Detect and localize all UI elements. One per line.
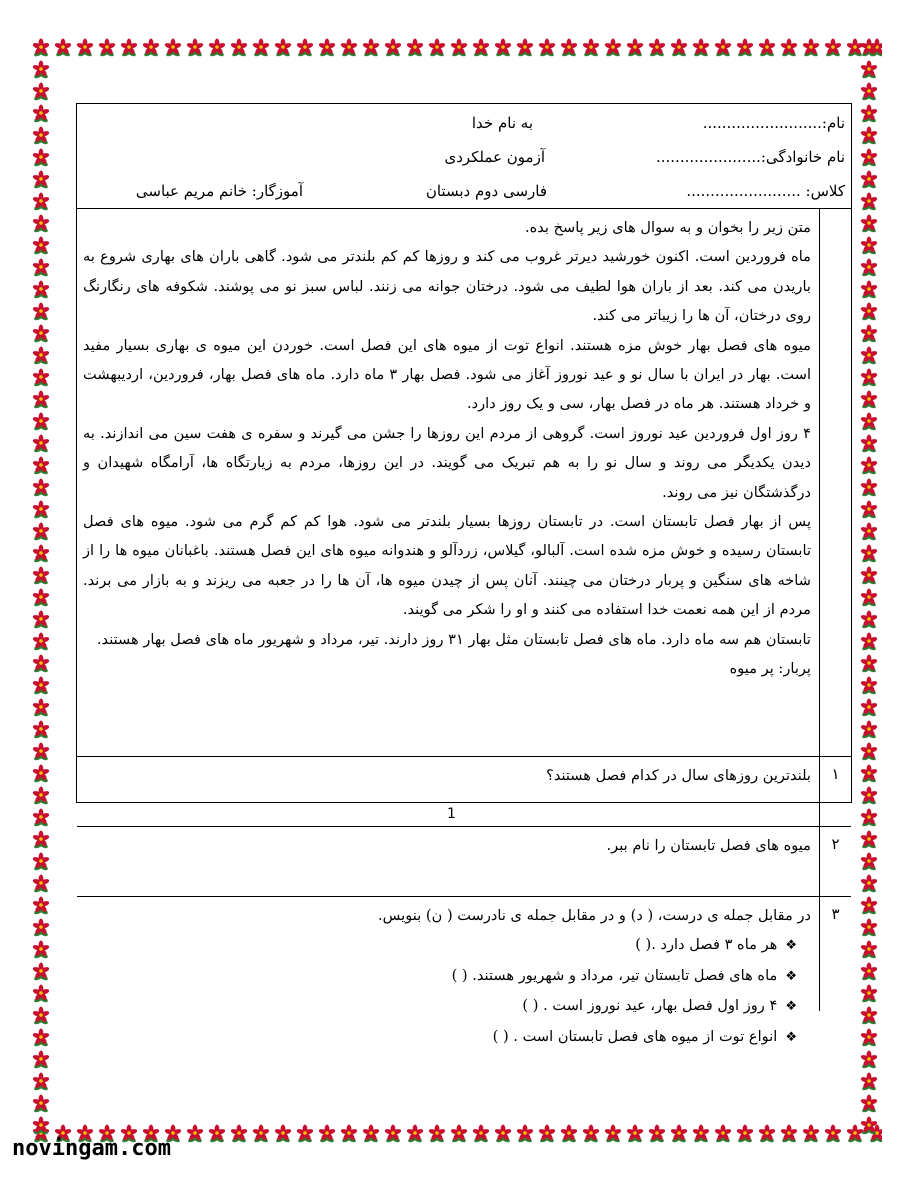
poinsettia-flower-icon — [252, 39, 270, 58]
poinsettia-flower-icon — [582, 39, 600, 58]
poinsettia-flower-icon — [318, 1125, 336, 1144]
poinsettia-flower-icon — [32, 963, 50, 982]
poinsettia-flower-icon — [296, 39, 314, 58]
poinsettia-flower-icon — [472, 39, 490, 58]
course-title: فارسی دوم دبستان — [425, 182, 547, 200]
poinsettia-flower-icon — [120, 39, 138, 58]
poinsettia-flower-icon — [648, 39, 666, 58]
poinsettia-flower-icon — [860, 39, 878, 58]
poinsettia-flower-icon — [32, 325, 50, 344]
poinsettia-flower-icon — [758, 1125, 776, 1144]
poinsettia-flower-icon — [32, 457, 50, 476]
poinsettia-flower-icon — [860, 193, 878, 212]
poinsettia-flower-icon — [32, 875, 50, 894]
poinsettia-flower-icon — [32, 215, 50, 234]
poinsettia-flower-icon — [186, 39, 204, 58]
poinsettia-flower-icon — [860, 413, 878, 432]
poinsettia-flower-icon — [32, 1073, 50, 1092]
poinsettia-flower-icon — [736, 1125, 754, 1144]
poinsettia-flower-icon — [494, 39, 512, 58]
poinsettia-flower-icon — [860, 105, 878, 124]
poinsettia-flower-icon — [274, 1125, 292, 1144]
poinsettia-flower-icon — [860, 963, 878, 982]
poinsettia-flower-icon — [714, 39, 732, 58]
poinsettia-flower-icon — [824, 39, 842, 58]
poinsettia-flower-icon — [32, 83, 50, 102]
poinsettia-flower-icon — [32, 787, 50, 806]
diamond-bullet-icon: ❖ — [785, 938, 797, 954]
poinsettia-flower-icon — [692, 39, 710, 58]
poinsettia-flower-icon — [860, 919, 878, 938]
poinsettia-flower-icon — [860, 765, 878, 784]
poinsettia-flower-icon — [670, 39, 688, 58]
poinsettia-flower-icon — [860, 83, 878, 102]
poinsettia-flower-icon — [32, 919, 50, 938]
family-name-field[interactable]: نام خانوادگی:...................... — [655, 148, 845, 166]
site-watermark: novingam.com — [12, 1136, 171, 1161]
poinsettia-flower-icon — [560, 1125, 578, 1144]
poinsettia-flower-icon — [860, 875, 878, 894]
poinsettia-flower-icon — [32, 1051, 50, 1070]
poinsettia-flower-icon — [428, 39, 446, 58]
poinsettia-flower-icon — [230, 39, 248, 58]
poinsettia-flower-icon — [186, 1125, 204, 1144]
question-row-3 — [77, 897, 851, 1045]
poinsettia-flower-icon — [230, 1125, 248, 1144]
poinsettia-flower-icon — [340, 1125, 358, 1144]
poinsettia-flower-icon — [32, 743, 50, 762]
floral-border-top — [28, 34, 882, 60]
poinsettia-flower-icon — [860, 655, 878, 674]
exam-header — [77, 104, 851, 209]
poinsettia-flower-icon — [32, 171, 50, 190]
bismillah-heading: به نام خدا — [471, 114, 533, 132]
poinsettia-flower-icon — [208, 39, 226, 58]
poinsettia-flower-icon — [860, 941, 878, 960]
poinsettia-flower-icon — [362, 1125, 380, 1144]
poinsettia-flower-icon — [860, 501, 878, 520]
true-false-item[interactable]: ❖انواع توت از میوه های فصل تابستان است . ( ) — [492, 1027, 797, 1045]
poinsettia-flower-icon — [538, 1125, 556, 1144]
poinsettia-flower-icon — [428, 1125, 446, 1144]
poinsettia-flower-icon — [516, 39, 534, 58]
poinsettia-flower-icon — [824, 1125, 842, 1144]
floral-border-right — [856, 34, 882, 1146]
poinsettia-flower-icon — [860, 611, 878, 630]
question-row-2 — [77, 827, 851, 897]
poinsettia-flower-icon — [860, 523, 878, 542]
poinsettia-flower-icon — [860, 61, 878, 80]
poinsettia-flower-icon — [32, 413, 50, 432]
exam-sheet — [76, 103, 852, 1045]
poinsettia-flower-icon — [32, 545, 50, 564]
poinsettia-flower-icon — [860, 787, 878, 806]
question-3-area — [77, 897, 819, 1045]
poinsettia-flower-icon — [860, 369, 878, 388]
question-text: بلندترین روزهای سال در کدام فصل هستند؟ — [546, 767, 811, 784]
poinsettia-flower-icon — [860, 391, 878, 410]
poinsettia-flower-icon — [860, 457, 878, 476]
poinsettia-flower-icon — [32, 1117, 50, 1136]
poinsettia-flower-icon — [560, 39, 578, 58]
reading-passage-row — [77, 209, 851, 757]
poinsettia-flower-icon — [670, 1125, 688, 1144]
poinsettia-flower-icon — [860, 545, 878, 564]
paragraph: ماه فروردین است. اکنون خورشید دیرتر غروب می کند و روزها کم کم بلندتر می شود. گاهی باران های بهاری شروع به باریدن می کند. بعد از باران هوا لطیف می شود. درختان جوانه می زنند. لباس سبز نو می پوشند. شکوفه های رنگارنگ روی درختان، آن ها را زیباتر می کند. — [83, 248, 811, 325]
poinsettia-flower-icon — [32, 435, 50, 454]
true-false-item[interactable]: ❖۴ روز اول فصل بهار، عید نوروز است . ( ) — [522, 997, 797, 1015]
question-text: در مقابل جمله ی درست، ( د) و در مقابل جمله ی نادرست ( ن) بنویس. — [377, 907, 811, 924]
question-2-answer-area[interactable] — [77, 827, 819, 896]
poinsettia-flower-icon — [32, 523, 50, 542]
poinsettia-flower-icon — [604, 1125, 622, 1144]
poinsettia-flower-icon — [32, 1029, 50, 1048]
true-false-item[interactable]: ❖ماه های فصل تابستان تیر، مرداد و شهریور هستند. ( ) — [451, 966, 797, 984]
poinsettia-flower-icon — [860, 567, 878, 586]
poinsettia-flower-icon — [538, 39, 556, 58]
reading-passage — [77, 209, 819, 756]
poinsettia-flower-icon — [626, 39, 644, 58]
poinsettia-flower-icon — [802, 39, 820, 58]
poinsettia-flower-icon — [860, 171, 878, 190]
poinsettia-flower-icon — [860, 743, 878, 762]
poinsettia-flower-icon — [860, 281, 878, 300]
poinsettia-flower-icon — [32, 853, 50, 872]
poinsettia-flower-icon — [860, 127, 878, 146]
poinsettia-flower-icon — [860, 831, 878, 850]
question-text: میوه های فصل تابستان را نام ببر. — [606, 837, 811, 854]
question-row-1 — [77, 757, 851, 827]
poinsettia-flower-icon — [32, 941, 50, 960]
poinsettia-flower-icon — [32, 127, 50, 146]
poinsettia-flower-icon — [32, 633, 50, 652]
poinsettia-flower-icon — [714, 1125, 732, 1144]
poinsettia-flower-icon — [296, 1125, 314, 1144]
poinsettia-flower-icon — [860, 1117, 878, 1136]
poinsettia-flower-icon — [860, 1029, 878, 1048]
paragraph: تابستان هم سه ماه دارد. ماه های فصل تابستان مثل بهار ۳۱ روز دارند. تیر، مرداد و شهریور ماه های فصل بهار هستند. — [96, 630, 811, 648]
poinsettia-flower-icon — [860, 325, 878, 344]
poinsettia-flower-icon — [860, 699, 878, 718]
class-field[interactable]: کلاس: ........................ — [686, 182, 845, 200]
poinsettia-flower-icon — [780, 39, 798, 58]
poinsettia-flower-icon — [32, 809, 50, 828]
poinsettia-flower-icon — [450, 1125, 468, 1144]
poinsettia-flower-icon — [860, 1073, 878, 1092]
poinsettia-flower-icon — [516, 1125, 534, 1144]
poinsettia-flower-icon — [208, 1125, 226, 1144]
poinsettia-flower-icon — [32, 655, 50, 674]
poinsettia-flower-icon — [494, 1125, 512, 1144]
diamond-bullet-icon: ❖ — [785, 1029, 797, 1045]
poinsettia-flower-icon — [32, 105, 50, 124]
paragraph: میوه های فصل بهار خوش مزه هستند. انواع توت از میوه های این فصل است. خوردن این میوه ی بهاری بسیار مفید است. بهار در ایران با سال نو و عید نوروز آغاز می شود. فصل بهار ۳ ماه دارد. ماه های فصل بهار، فروردین، اردیبهشت و خرداد هستند. هر ماه در فصل بهار، سی و یک روز دارد. — [83, 336, 811, 413]
reading-instruction: متن زیر را بخوان و به سوال های زیر پاسخ بده. — [524, 219, 811, 236]
floral-border-left — [28, 34, 54, 1146]
poinsettia-flower-icon — [860, 347, 878, 366]
poinsettia-flower-icon — [32, 765, 50, 784]
poinsettia-flower-icon — [32, 39, 50, 58]
exam-title: آزمون عملکردی — [444, 148, 545, 166]
poinsettia-flower-icon — [32, 237, 50, 256]
poinsettia-flower-icon — [274, 39, 292, 58]
poinsettia-flower-icon — [860, 435, 878, 454]
teacher-name: آموزگار: خانم مریم عباسی — [135, 182, 303, 200]
poinsettia-flower-icon — [860, 721, 878, 740]
poinsettia-flower-icon — [32, 897, 50, 916]
poinsettia-flower-icon — [860, 303, 878, 322]
poinsettia-flower-icon — [472, 1125, 490, 1144]
poinsettia-flower-icon — [860, 215, 878, 234]
poinsettia-flower-icon — [860, 633, 878, 652]
poinsettia-flower-icon — [32, 193, 50, 212]
question-number: ۱ — [819, 757, 851, 826]
poinsettia-flower-icon — [32, 699, 50, 718]
poinsettia-flower-icon — [384, 1125, 402, 1144]
row-number-empty — [819, 209, 851, 756]
page-number: 1 — [447, 806, 456, 822]
question-number: ۳ — [819, 897, 851, 1011]
poinsettia-flower-icon — [860, 149, 878, 168]
poinsettia-flower-icon — [450, 39, 468, 58]
poinsettia-flower-icon — [32, 677, 50, 696]
poinsettia-flower-icon — [32, 391, 50, 410]
poinsettia-flower-icon — [384, 39, 402, 58]
poinsettia-flower-icon — [142, 39, 160, 58]
poinsettia-flower-icon — [780, 1125, 798, 1144]
poinsettia-flower-icon — [860, 259, 878, 278]
poinsettia-flower-icon — [32, 149, 50, 168]
poinsettia-flower-icon — [736, 39, 754, 58]
poinsettia-flower-icon — [692, 1125, 710, 1144]
poinsettia-flower-icon — [32, 1095, 50, 1114]
poinsettia-flower-icon — [32, 347, 50, 366]
poinsettia-flower-icon — [98, 39, 116, 58]
poinsettia-flower-icon — [582, 1125, 600, 1144]
poinsettia-flower-icon — [860, 1007, 878, 1026]
poinsettia-flower-icon — [76, 39, 94, 58]
poinsettia-flower-icon — [32, 369, 50, 388]
poinsettia-flower-icon — [860, 677, 878, 696]
poinsettia-flower-icon — [648, 1125, 666, 1144]
name-field[interactable]: نام:......................... — [702, 114, 845, 132]
poinsettia-flower-icon — [32, 1007, 50, 1026]
poinsettia-flower-icon — [802, 1125, 820, 1144]
poinsettia-flower-icon — [32, 61, 50, 80]
poinsettia-flower-icon — [406, 39, 424, 58]
paragraph: ۴ روز اول فروردین عید نوروز است. گروهی از مردم این روزها را جشن می گیرند و سفره ی هفت سین می اندازند. به دیدن یکدیگر می روند و سال نو را به هم تبریک می گویند. در این روزها، مردم به زیارتگاه ها، آرامگاه شهیدان و درگذشتگان نیز می روند. — [83, 424, 811, 501]
poinsettia-flower-icon — [860, 479, 878, 498]
poinsettia-flower-icon — [32, 303, 50, 322]
poinsettia-flower-icon — [32, 479, 50, 498]
true-false-item[interactable]: ❖هر ماه ۳ فصل دارد .( ) — [635, 936, 797, 954]
poinsettia-flower-icon — [406, 1125, 424, 1144]
paragraph: پس از بهار فصل تابستان است. در تابستان روزها بسیار بلندتر می شود. هوا کم کم گرم می شود. میوه های فصل تابستان رسیده و خوش مزه شده است. آلبالو، گیلاس، زردآلو و هندوانه میوه های این فصل هستند. باغبانان میوه ها را از شاخه های سنگین و پربار درختان می چینند. آنان پس از چیدن میوه ها، آن ها را در جعبه می ریزند و به بازار می برند. مردم از این همه نعمت خدا استفاده می کنند و او را شکر می گویند. — [83, 513, 811, 619]
poinsettia-flower-icon — [860, 1051, 878, 1070]
poinsettia-flower-icon — [164, 39, 182, 58]
question-number: ۲ — [819, 827, 851, 896]
poinsettia-flower-icon — [758, 39, 776, 58]
poinsettia-flower-icon — [318, 39, 336, 58]
poinsettia-flower-icon — [860, 985, 878, 1004]
poinsettia-flower-icon — [340, 39, 358, 58]
poinsettia-flower-icon — [860, 809, 878, 828]
poinsettia-flower-icon — [32, 501, 50, 520]
poinsettia-flower-icon — [860, 237, 878, 256]
poinsettia-flower-icon — [362, 39, 380, 58]
poinsettia-flower-icon — [604, 39, 622, 58]
poinsettia-flower-icon — [32, 567, 50, 586]
poinsettia-flower-icon — [32, 259, 50, 278]
poinsettia-flower-icon — [32, 589, 50, 608]
poinsettia-flower-icon — [54, 39, 72, 58]
poinsettia-flower-icon — [626, 1125, 644, 1144]
diamond-bullet-icon: ❖ — [785, 999, 797, 1015]
poinsettia-flower-icon — [860, 589, 878, 608]
poinsettia-flower-icon — [32, 611, 50, 630]
poinsettia-flower-icon — [860, 1095, 878, 1114]
poinsettia-flower-icon — [32, 985, 50, 1004]
poinsettia-flower-icon — [32, 281, 50, 300]
glossary-note: پربار: پر میوه — [729, 660, 811, 678]
poinsettia-flower-icon — [32, 831, 50, 850]
diamond-bullet-icon: ❖ — [785, 968, 797, 984]
poinsettia-flower-icon — [860, 853, 878, 872]
poinsettia-flower-icon — [860, 897, 878, 916]
poinsettia-flower-icon — [32, 721, 50, 740]
poinsettia-flower-icon — [252, 1125, 270, 1144]
